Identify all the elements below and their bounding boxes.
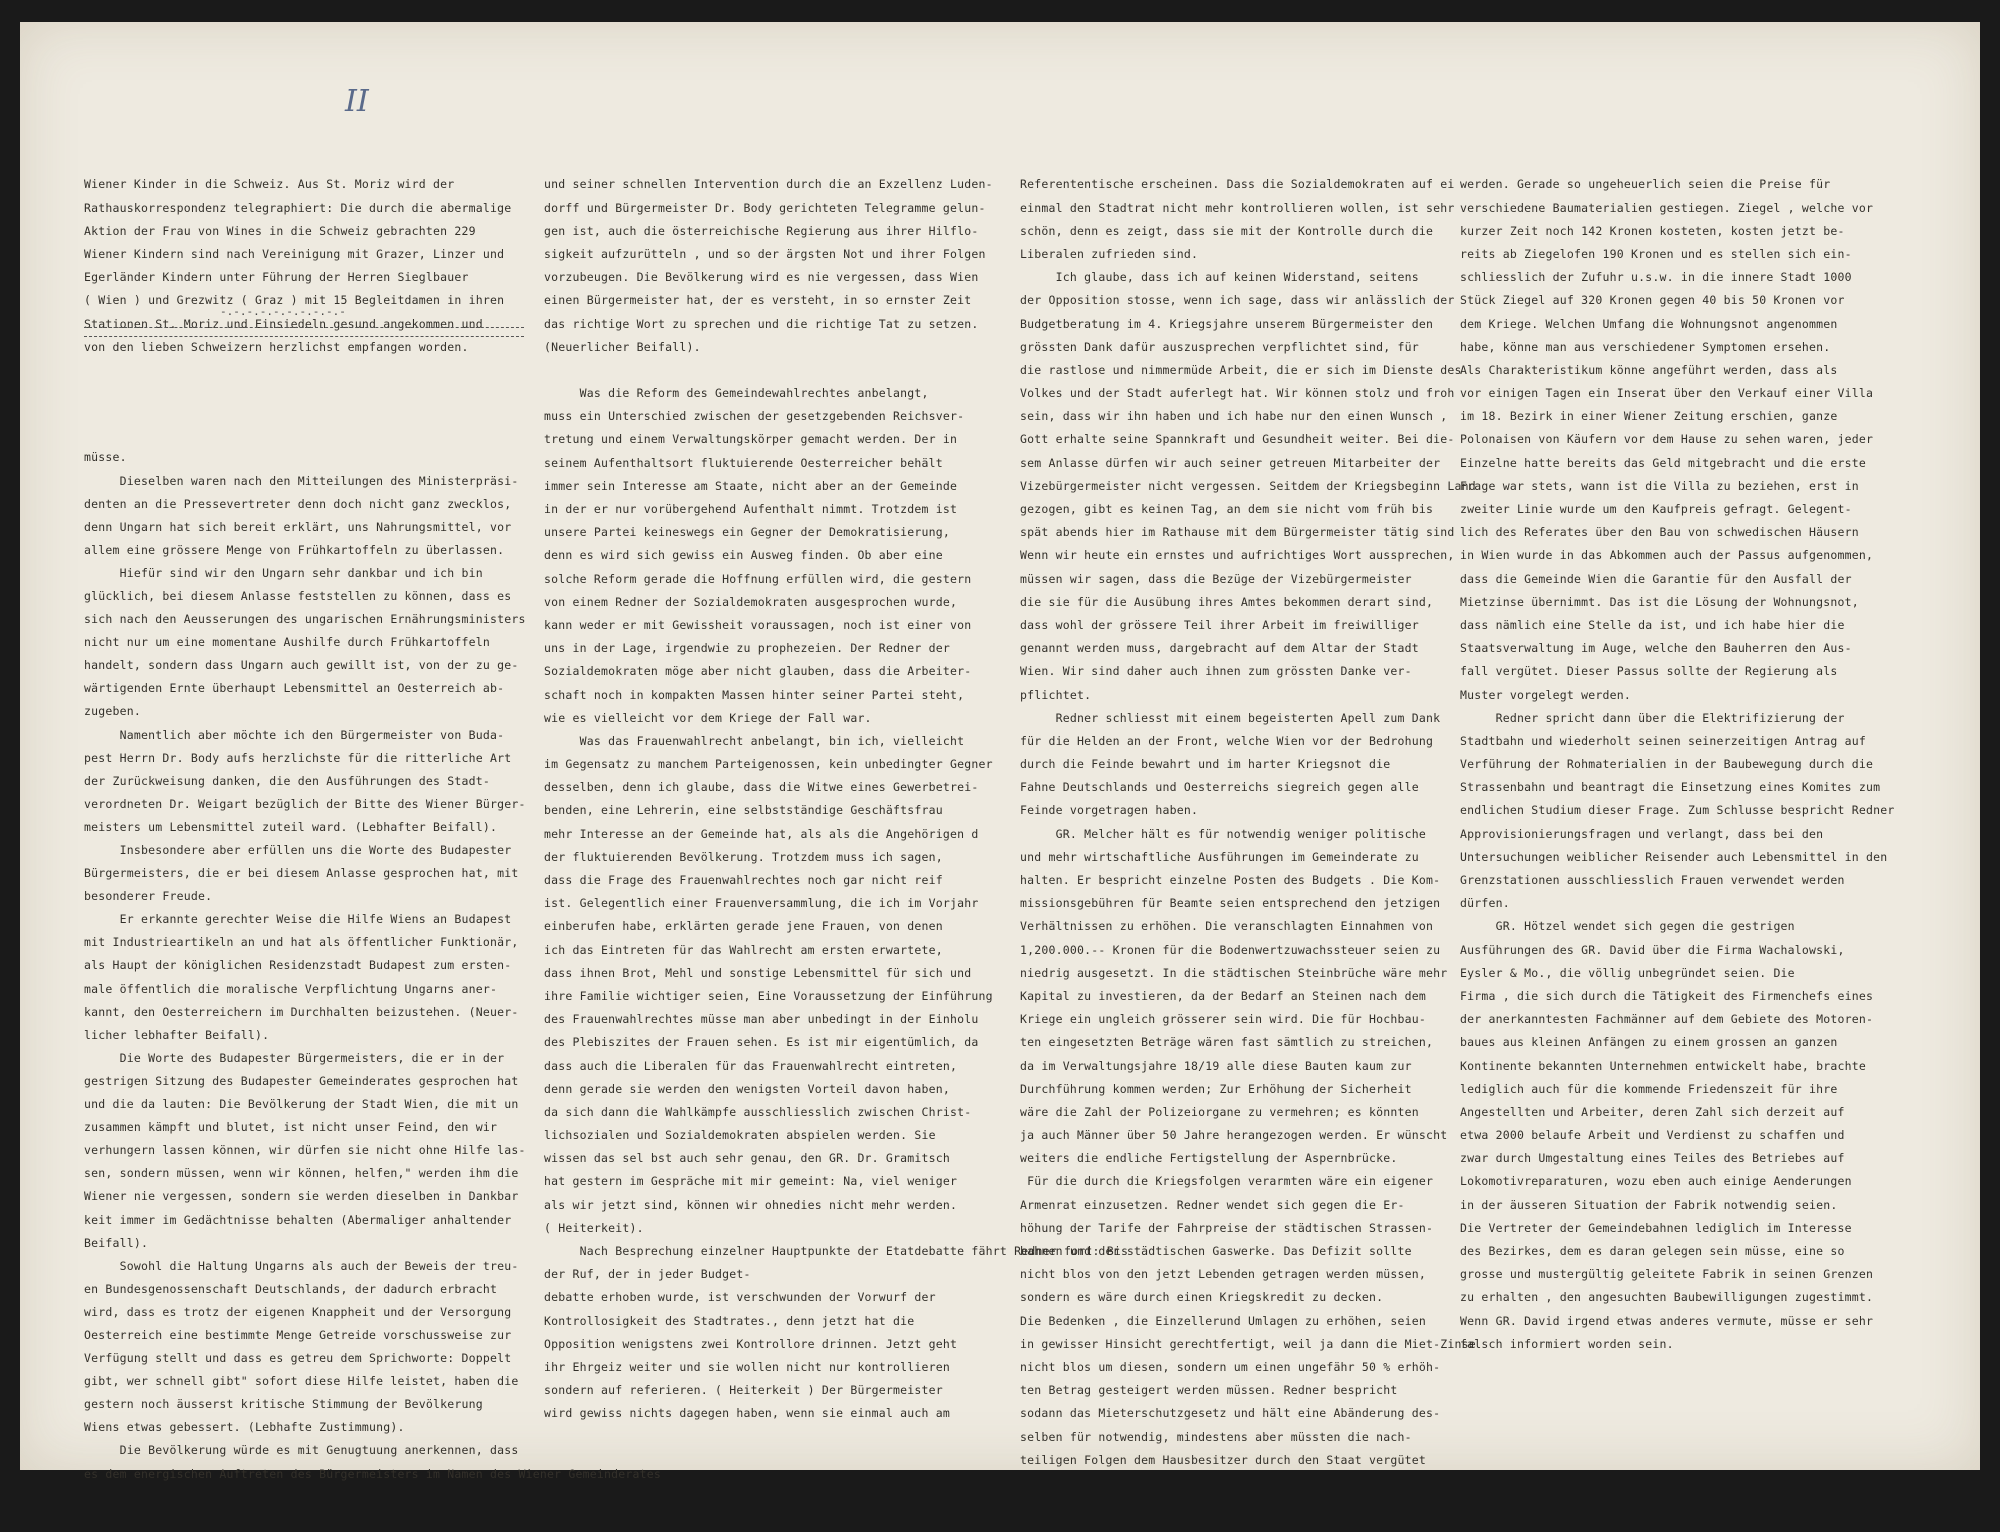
text-line: vor einigen Tagen ein Inserat über den Verkauf einer Villa: [1460, 386, 1874, 401]
text-line: wie es vielleicht vor dem Kriege der Fall war.: [544, 710, 872, 725]
column-1: [84, 127, 524, 405]
text-line: denn Ungarn hat sich bereit erklärt, uns Nahrungsmittel, vor: [84, 519, 512, 534]
text-line: debatte erhoben wurde, ist verschwunden der Vorwurf der: [544, 1290, 936, 1305]
column-4-text: [1460, 173, 1900, 1356]
text-line: licher lebhafter Beifall).: [84, 1027, 270, 1042]
text-line: ihr Ehrgeiz weiter und sie wollen nicht nur kontrollieren: [544, 1359, 951, 1374]
text-line: Für die durch die Kriegsfolgen verarmten wäre ein eigener: [1020, 1174, 1434, 1189]
text-line: halten. Er bespricht einzelne Posten des Budgets . Die Kom-: [1020, 873, 1441, 888]
text-line: GR. Melcher hält es für notwendig weniger politische: [1020, 826, 1427, 841]
page-roman-numeral: II: [345, 84, 369, 119]
text-line: dass ihnen Brot, Mehl und sonstige Lebensmittel für sich und: [544, 965, 972, 980]
text-line: solche Reform gerade die Hoffnung erfüllen wird, die gestern: [544, 571, 972, 586]
text-line: Frage war stets, wann ist die Villa zu beziehen, erst in: [1460, 478, 1859, 493]
text-line: zwar durch Umgestaltung eines Teiles des Betriebes auf: [1460, 1151, 1845, 1166]
text-line: selben für notwendig, mindestens aber müssten die nach-: [1020, 1429, 1412, 1444]
text-line: der Opposition stosse, wenn ich sage, dass wir anlässlich der: [1020, 293, 1455, 308]
text-line: Namentlich aber möchte ich den Bürgermeister von Buda-: [84, 727, 505, 742]
text-line: Wenn wir heute ein ernstes und aufrichtiges Wort aussprechen,: [1020, 548, 1455, 563]
text-line: Gott erhalte seine Spannkraft und Gesundheit weiter. Bei die-: [1020, 432, 1455, 447]
text-line: gen ist, auch die österreichische Regierung aus ihrer Hilflo-: [544, 223, 979, 238]
text-line: nicht blos von den jetzt Lebenden getragen werden müssen,: [1020, 1267, 1427, 1282]
text-line: ten eingesetzten Beträge wären fast sämtlich zu streichen,: [1020, 1035, 1434, 1050]
text-line: Dieselben waren nach den Mitteilungen des Ministerpräsi-: [84, 473, 519, 488]
text-line: sen, sondern müssen, wenn wir können, helfen," werden ihm die: [84, 1166, 519, 1181]
text-line: des Plebiszites der Frauen sehen. Es ist mir eigentümlich, da: [544, 1035, 979, 1050]
text-line: Einzelne hatte bereits das Geld mitgebracht und die erste: [1460, 455, 1867, 470]
text-line: sich nach den Aeusserungen des ungarischen Ernährungsministers: [84, 612, 526, 627]
text-line: mehr Interesse an der Gemeinde hat, als als die Angehörigen d: [544, 826, 979, 841]
text-line: die sie für die Ausübung ihres Amtes bekommen derart sind,: [1020, 594, 1434, 609]
text-line: ( Heiterkeit).: [544, 1220, 644, 1235]
text-line: im Gegensatz zu manchem Parteigenossen, kein unbedingter Gegner: [544, 757, 993, 772]
text-line: Grenzstationen ausschliesslich Frauen verwendet werden: [1460, 873, 1845, 888]
text-line: Wiener nie vergessen, sondern sie werden dieselben in Dankbar: [84, 1189, 519, 1204]
text-line: dass auch die Liberalen für das Frauenwahlrecht eintreten,: [544, 1058, 958, 1073]
text-line: teiligen Folgen dem Hausbesitzer durch den Staat vergütet: [1020, 1452, 1427, 1467]
text-line: Verführung der Rohmaterialien in der Baubewegung durch die: [1460, 757, 1874, 772]
text-line: einen Bürgermeister hat, der es versteht, in so ernster Zeit: [544, 293, 972, 308]
text-line: handelt, sondern dass Ungarn auch gewillt ist, von der zu ge-: [84, 658, 519, 673]
text-line: in der er nur vorübergehend Aufenthalt nimmt. Trotzdem ist: [544, 502, 958, 517]
text-line: Er erkannte gerechter Weise die Hilfe Wiens an Budapest: [84, 912, 512, 927]
text-line: habe, könne man aus verschiedener Symptomen ersehen.: [1460, 339, 1831, 354]
text-line: Eysler & Mo., die völlig unbegründet seien. Die: [1460, 965, 1795, 980]
text-line: durch die Feinde bewahrt und im harter Kriegsnot die: [1020, 757, 1391, 772]
text-line: wird, dass es trotz der eigenen Knappheit und der Versorgung: [84, 1304, 512, 1319]
text-line: denten an die Pressevertreter denn doch nicht ganz zwecklos,: [84, 496, 512, 511]
text-line: ( Wien ) und Grezwitz ( Graz ) mit 15 Begleitdamen in ihren: [84, 293, 505, 308]
text-line: lichsozialen und Sozialdemokraten abspielen werden. Sie: [544, 1128, 936, 1143]
text-line: und die da lauten: Die Bevölkerung der Stadt Wien, die mit un: [84, 1097, 519, 1112]
text-line: Untersuchungen weiblicher Reisender auch Lebensmittel in den: [1460, 849, 1888, 864]
text-line: müsse.: [84, 450, 127, 465]
text-line: denn gerade sie werden den wenigsten Vorteil davon haben,: [544, 1081, 951, 1096]
text-line: Verfügung stellt und dass es getreu dem Sprichworte: Doppelt: [84, 1351, 512, 1366]
text-line: von einem Redner der Sozialdemokraten ausgesprochen wurde,: [544, 594, 958, 609]
text-line: zu erhalten , den angesuchten Baubewilligungen zugestimmt.: [1460, 1290, 1874, 1305]
text-line: Vizebürgermeister nicht vergessen. Seitdem der Kriegsbeginn Land: [1020, 478, 1476, 493]
column-3-text: [1020, 173, 1476, 1472]
text-line: Rathauskorrespondenz telegraphiert: Die durch die abermalige: [84, 200, 512, 215]
text-line: Ich glaube, dass ich auf keinen Widerstand, seitens: [1020, 270, 1419, 285]
text-line: von den lieben Schweizern herzlichst empfangen worden.: [84, 339, 469, 354]
text-line: kannt, den Oesterreichern im Durchhalten beizustehen. (Neuer-: [84, 1004, 519, 1019]
text-line: Sozialdemokraten möge aber nicht glauben, dass die Arbeiter-: [544, 664, 972, 679]
text-line: Egerländer Kindern unter Führung der Herren Sieglbauer: [84, 270, 469, 285]
text-line: gezogen, gibt es keinen Tag, an dem sie nicht vom früh bis: [1020, 502, 1434, 517]
text-line: Kontrollosigkeit des Stadtrates., denn jetzt hat die: [544, 1313, 915, 1328]
text-line: dass die Frage des Frauenwahlrechtes noch gar nicht reif: [544, 873, 943, 888]
text-line: (Neuerlicher Beifall).: [544, 339, 701, 354]
text-line: kurzer Zeit noch 142 Kronen kosteten, kosten jetzt be-: [1460, 223, 1845, 238]
text-line: [544, 359, 994, 382]
text-line: und mehr wirtschaftliche Ausführungen im Gemeinderate zu: [1020, 849, 1419, 864]
text-line: es dem energischen Auftreten des Bürgermeisters im Namen des Wiener Gemeinderates: [84, 1466, 662, 1481]
text-line: Angestellten und Arbeiter, deren Zahl sich derzeit auf: [1460, 1104, 1845, 1119]
text-line: zweiter Linie wurde um den Kaufpreis gefragt. Gelegent-: [1460, 502, 1852, 517]
text-line: sondern es wäre durch einen Kriegskredit zu decken.: [1020, 1290, 1384, 1305]
text-line: als Haupt der königlichen Residenzstadt Budapest zum ersten-: [84, 958, 512, 973]
text-line: GR. Hötzel wendet sich gegen die gestrigen: [1460, 919, 1795, 934]
text-line: keit immer im Gedächtnisse behalten (Abermaliger anhaltender: [84, 1212, 512, 1227]
text-line: wärtigenden Ernte überhaupt Lebensmittel an Oesterreich ab-: [84, 681, 505, 696]
text-line: spät abends hier im Rathause mit dem Bürgermeister tätig sind: [1020, 525, 1455, 540]
text-line: seinem Aufenthaltsort fluktuierende Oesterreicher behält: [544, 455, 943, 470]
text-line: dass nämlich eine Stelle da ist, und ich habe hier die: [1460, 617, 1845, 632]
text-line: glücklich, bei diesem Anlasse feststellen zu können, dass es: [84, 588, 512, 603]
text-line: gestern noch äusserst kritische Stimmung der Bevölkerung: [84, 1397, 483, 1412]
text-line: en Bundesgenossenschaft Deutschlands, der dadurch erbracht: [84, 1281, 498, 1296]
text-line: grosse und mustergültig geleitete Fabrik in seinen Grenzen: [1460, 1267, 1874, 1282]
text-line: benden, eine Lehrerin, eine selbstständige Geschäftsfrau: [544, 803, 943, 818]
text-line: male öffentlich die moralische Verpflichtung Ungarns aner-: [84, 981, 498, 996]
text-line: besonderer Freude.: [84, 889, 213, 904]
text-line: gibt, wer schnell gibt" sofort diese Hilfe leistet, haben die: [84, 1374, 519, 1389]
text-line: schliesslich der Zufuhr u.s.w. in die innere Stadt 1000: [1460, 270, 1852, 285]
text-line: niedrig ausgesetzt. In die städtischen Steinbrüche wäre mehr: [1020, 965, 1448, 980]
text-line: Liberalen zufrieden sind.: [1020, 246, 1199, 261]
text-line: Wiens etwas gebessert. (Lebhafte Zustimmung).: [84, 1420, 405, 1435]
text-line: Wenn GR. David irgend etwas anderes vermute, müsse er sehr: [1460, 1313, 1874, 1328]
text-line: Firma , die sich durch die Tätigkeit des Firmenchefs eines: [1460, 988, 1874, 1003]
text-line: baues aus kleinen Anfängen zu einem grossen an ganzen: [1460, 1035, 1838, 1050]
text-line: pest Herrn Dr. Body aufs herzlichste für die ritterliche Art: [84, 750, 512, 765]
text-line: denn es wird sich gewiss ein Ausweg finden. Ob aber eine: [544, 548, 943, 563]
text-line: zusammen kämpft und blutet, ist nicht unser Feind, den wir: [84, 1120, 498, 1135]
text-line: nicht blos um diesen, sondern um einen ungefähr 50 % erhöh-: [1020, 1359, 1441, 1374]
text-line: da sich dann die Wahlkämpfe ausschliesslich zwischen Christ-: [544, 1104, 972, 1119]
text-line: lich des Referates über den Bau von schwedischen Häusern: [1460, 525, 1859, 540]
text-line: Nach Besprechung einzelner Hauptpunkte der Etatdebatte fährt Redner fort: Bis: [544, 1244, 1129, 1259]
text-line: Approvisionierungsfragen und verlangt, dass bei den: [1460, 826, 1824, 841]
separator-dots: -.-.-.-.-.-.-.-.-.-: [220, 305, 346, 318]
text-line: Bürgermeisters, die er bei diesem Anlasse gesprochen hat, mit: [84, 866, 519, 881]
text-line: Staatsverwaltung im Auge, welche den Bauherren den Aus-: [1460, 641, 1852, 656]
text-line: Als Charakteristikum könne angeführt werden, dass als: [1460, 362, 1838, 377]
text-line: Wiener Kindern sind nach Vereinigung mit Grazer, Linzer und: [84, 246, 505, 261]
text-line: wissen das sel bst auch sehr genau, den GR. Dr. Gramitsch: [544, 1151, 951, 1166]
text-line: endlichen Studium dieser Frage. Zum Schlusse bespricht Redner: [1460, 803, 1895, 818]
text-line: Hiefür sind wir den Ungarn sehr dankbar und ich bin: [84, 565, 483, 580]
text-line: unsere Partei keineswegs ein Gegner der Demokratisierung,: [544, 525, 951, 540]
text-line: Referententische erscheinen. Dass die Sozialdemokraten auf ei: [1020, 177, 1455, 192]
text-line: sodann das Mieterschutzgesetz und hält eine Abänderung des-: [1020, 1406, 1441, 1421]
text-line: in gewisser Hinsicht gerechtfertigt, weil ja dann die Miet-Zinse: [1020, 1336, 1476, 1351]
separator-rule: [84, 327, 524, 337]
column-4: [1460, 127, 1900, 1402]
text-line: Muster vorgelegt werden.: [1460, 687, 1631, 702]
text-line: das richtige Wort zu sprechen und die richtige Tat zu setzen.: [544, 316, 979, 331]
text-line: grössten Dank dafür auszusprechen verpflichtet sind, für: [1020, 339, 1419, 354]
text-line: schaft noch in kompakten Massen hinter seiner Partei steht,: [544, 687, 965, 702]
text-line: einberufen habe, erklärten gerade jene Frauen, von denen: [544, 919, 943, 934]
text-line: einmal den Stadtrat nicht mehr kontrollieren wollen, ist sehr: [1020, 200, 1455, 215]
document-page: [20, 22, 1980, 1481]
text-line: uns in der Lage, irgendwie zu prophezeien. Der Redner der: [544, 641, 951, 656]
text-line: vorzubeugen. Die Bevölkerung wird es nie vergessen, dass Wien: [544, 270, 979, 285]
text-line: im 18. Bezirk in einer Wiener Zeitung erschien, ganze: [1460, 409, 1838, 424]
text-line: Durchführung kommen werden; Zur Erhöhung der Sicherheit: [1020, 1081, 1412, 1096]
text-line: kann weder er mit Gewissheit voraussagen, noch ist einer von: [544, 617, 972, 632]
text-line: Strassenbahn und beantragt die Einsetzung eines Komites zum: [1460, 780, 1881, 795]
text-line: meisters um Lebensmittel zuteil ward. (Lebhafter Beifall).: [84, 819, 498, 834]
text-line: dürfen.: [1460, 896, 1510, 911]
text-line: ist. Gelegentlich einer Frauenversammlung, die ich im Vorjahr: [544, 896, 979, 911]
text-line: sein, dass wir ihn haben und ich habe nur den einen Wunsch ,: [1020, 409, 1448, 424]
text-line: Stück Ziegel auf 320 Kronen gegen 40 bis 50 Kronen vor: [1460, 293, 1845, 308]
text-line: und seiner schnellen Intervention durch die an Exzellenz Luden-: [544, 177, 993, 192]
text-line: immer sein Interesse am Staate, nicht aber an der Gemeinde: [544, 478, 958, 493]
text-line: Redner schliesst mit einem begeisterten Apell zum Dank: [1020, 710, 1441, 725]
text-line: Kapital zu investieren, da der Bedarf an Steinen nach dem: [1020, 988, 1427, 1003]
text-line: Aktion der Frau von Wines in die Schweiz gebrachten 229: [84, 223, 476, 238]
text-line: müssen wir sagen, dass die Bezüge der Vizebürgermeister: [1020, 571, 1412, 586]
text-line: sem Anlasse dürfen wir auch seiner getreuen Mitarbeiter der: [1020, 455, 1441, 470]
text-line: gestrigen Sitzung des Budapester Gemeinderates gesprochen hat: [84, 1073, 519, 1088]
text-line: reits ab Ziegelofen 190 Kronen und es stellen sich ein-: [1460, 246, 1852, 261]
text-line: zugeben.: [84, 704, 141, 719]
text-line: werden. Gerade so ungeheuerlich seien die Preise für: [1460, 177, 1831, 192]
text-line: Stationen St. Moriz und Einsiedeln gesund angekommen und: [84, 316, 483, 331]
text-line: Insbesondere aber erfüllen uns die Worte des Budapester: [84, 843, 512, 857]
text-line: Polonaisen von Käufern vor dem Hause zu sehen waren, jeder: [1460, 432, 1874, 447]
text-line: der Zurückweisung danken, die den Ausführungen des Stadt-: [84, 773, 491, 788]
text-line: Opposition wenigstens zwei Kontrollore drinnen. Jetzt geht: [544, 1336, 958, 1351]
text-line: Verhältnissen zu erhöhen. Die veranschlagten Einnahmen von: [1020, 919, 1434, 934]
text-line: fall vergütet. Dieser Passus sollte der Regierung als: [1460, 664, 1838, 679]
text-line: hat gestern im Gespräche mit mir gemeint: Na, viel weniger: [544, 1174, 958, 1189]
text-line: Stadtbahn und wiederholt seinen seinerzeitigen Antrag auf: [1460, 733, 1867, 748]
column-3: [1020, 127, 1476, 1518]
text-line: pflichtet.: [1020, 687, 1092, 702]
text-line: Feinde vorgetragen haben.: [1020, 803, 1199, 818]
text-line: der Ruf, der in jeder Budget-: [544, 1267, 751, 1282]
text-line: genannt werden muss, dargebracht auf dem Altar der Stadt: [1020, 641, 1419, 656]
text-line: dass wohl der grössere Teil ihrer Arbeit im freiwilliger: [1020, 617, 1419, 632]
text-line: da im Verwaltungsjahre 18/19 alle diese Bauten kaum zur: [1020, 1058, 1412, 1073]
text-line: Die Bedenken , die Einzellerund Umlagen zu erhöhen, seien: [1020, 1313, 1427, 1328]
text-line: für die Helden an der Front, welche Wien vor der Bedrohung: [1020, 733, 1434, 748]
text-line: Kriege ein ungleich grösserer sein wird. Die für Hochbau-: [1020, 1012, 1427, 1027]
text-line: Oesterreich eine bestimmte Menge Getreide vorschussweise zur: [84, 1327, 512, 1342]
text-line: dorff und Bürgermeister Dr. Body gerichteten Telegramme gelun-: [544, 200, 986, 215]
text-line: nicht nur um eine momentane Aushilfe durch Frühkartoffeln: [84, 635, 491, 650]
text-line: der anerkanntesten Fachmänner auf dem Gebiete des Motoren-: [1460, 1012, 1874, 1027]
text-line: ich das Eintreten für das Wahlrecht am ersten erwartete,: [544, 942, 943, 957]
text-line: in der äusseren Situation der Fabrik notwendig seien.: [1460, 1197, 1838, 1212]
text-line: Was die Reform des Gemeindewahlrechtes anbelangt,: [544, 386, 929, 401]
text-line: dem Kriege. Welchen Umfang die Wohnungsnot angenommen: [1460, 316, 1838, 331]
text-line: wird gewiss nichts dagegen haben, wenn sie einmal auch am: [544, 1406, 951, 1421]
text-line: höhung der Tarife der Fahrpreise der städtischen Strassen-: [1020, 1220, 1434, 1235]
text-line: des Frauenwahlrechtes müsse man aber unbedingt in der Einholu: [544, 1012, 979, 1027]
text-line: der fluktuierenden Bevölkerung. Trotzdem muss ich sagen,: [544, 849, 943, 864]
text-line: mit Industrieartikeln an und hat als öffentlicher Funktionär,: [84, 935, 519, 950]
text-line: die rastlose und nimmermüde Arbeit, die er sich im Dienste des: [1020, 362, 1462, 377]
text-line: Lokomotivreparaturen, wozu eben auch einige Aenderungen: [1460, 1174, 1852, 1189]
text-line: Ausführungen des GR. David über die Firma Wachalowski,: [1460, 942, 1845, 957]
text-line: Fahne Deutschlands und Oesterreichs siegreich gegen alle: [1020, 780, 1419, 795]
text-line: Sowohl die Haltung Ungarns als auch der Beweis der treu-: [84, 1258, 519, 1273]
text-line: dass die Gemeinde Wien die Garantie für den Ausfall der: [1460, 571, 1852, 586]
text-line: etwa 2000 belaufe Arbeit und Verdienst zu schaffen und: [1460, 1128, 1845, 1143]
text-line: Wiener Kinder in die Schweiz. Aus St. Moriz wird der: [84, 177, 455, 192]
text-line: Was das Frauenwahlrecht anbelangt, bin ich, vielleicht: [544, 733, 965, 748]
text-line: bahnen und der städtischen Gaswerke. Das Defizit sollte: [1020, 1244, 1412, 1259]
text-line: schön, denn es zeigt, dass sie mit der Kontrolle durch die: [1020, 223, 1434, 238]
text-line: ja auch Männer über 50 Jahre herangezogen werden. Er wünscht: [1020, 1128, 1448, 1143]
text-line: tretung und einem Verwaltungskörper gemacht werden. Der in: [544, 432, 958, 447]
text-line: sigkeit aufzurütteln , und so der ärgsten Not und ihrer Folgen: [544, 246, 986, 261]
text-line: Die Vertreter der Gemeindebahnen lediglich im Interesse: [1460, 1220, 1852, 1235]
text-line: des Bezirkes, dem es daran gelegen sein müsse, eine so: [1460, 1244, 1845, 1259]
text-line: desselben, denn ich glaube, dass die Witwe eines Gewerbetrei-: [544, 780, 979, 795]
text-line: ihre Familie wichtiger seien, Eine Voraussetzung der Einführung: [544, 988, 993, 1003]
text-line: verhungern lassen können, wir dürfen sie nicht ohne Hilfe las-: [84, 1143, 526, 1158]
text-line: in Wien wurde in das Abkommen auch der Passus aufgenommen,: [1460, 548, 1874, 563]
text-line: lediglich auch für die kommende Friedenszeit für ihre: [1460, 1081, 1838, 1096]
text-line: Mietzinse übernimmt. Das ist die Lösung der Wohnungsnot,: [1460, 594, 1859, 609]
text-line: Die Bevölkerung würde es mit Genugtuung anerkennen, dass: [84, 1443, 519, 1458]
text-line: Redner spricht dann über die Elektrifizierung der: [1460, 710, 1845, 725]
text-line: verordneten Dr. Weigart bezüglich der Bitte des Wiener Bürger-: [84, 796, 526, 811]
text-line: Beifall).: [84, 1235, 149, 1250]
text-line: verschiedene Baumaterialien gestiegen. Ziegel , welche vor: [1460, 200, 1874, 215]
text-line: allem eine grössere Menge von Frühkartoffeln zu überlassen.: [84, 542, 505, 557]
text-line: als wir jetzt sind, können wir ohnedies nicht mehr werden.: [544, 1197, 958, 1212]
text-line: 1,200.000.-- Kronen für die Bodenwertzuwachssteuer seien zu: [1020, 942, 1441, 957]
text-line: Budgetberatung im 4. Kriegsjahre unserem Bürgermeister den: [1020, 316, 1434, 331]
text-line: missionsgebühren für Beamte seien entsprechend den jetzigen: [1020, 896, 1441, 911]
text-line: Wien. Wir sind daher auch ihnen zum grössten Danke ver-: [1020, 664, 1412, 679]
text-line: Volkes und der Stadt auferlegt hat. Wir können stolz und froh: [1020, 386, 1455, 401]
text-line: sondern auf referieren. ( Heiterkeit ) Der Bürgermeister: [544, 1383, 943, 1398]
text-line: weiters die endliche Fertigstellung der Aspernbrücke.: [1020, 1151, 1398, 1166]
text-line: Die Worte des Budapester Bürgermeisters, die er in der: [84, 1050, 505, 1065]
text-line: falsch informiert worden sein.: [1460, 1336, 1674, 1351]
text-line: muss ein Unterschied zwischen der gesetzgebenden Reichsver-: [544, 409, 965, 424]
text-line: ten Betrag gesteigert werden müssen. Redner bespricht: [1020, 1383, 1398, 1398]
text-line: Kontinente bekannten Unternehmen entwickelt habe, brachte: [1460, 1058, 1867, 1073]
text-line: Armenrat einzusetzen. Redner wendet sich gegen die Er-: [1020, 1197, 1405, 1212]
text-line: wäre die Zahl der Polizeiorgane zu vermehren; es könnten: [1020, 1104, 1419, 1119]
